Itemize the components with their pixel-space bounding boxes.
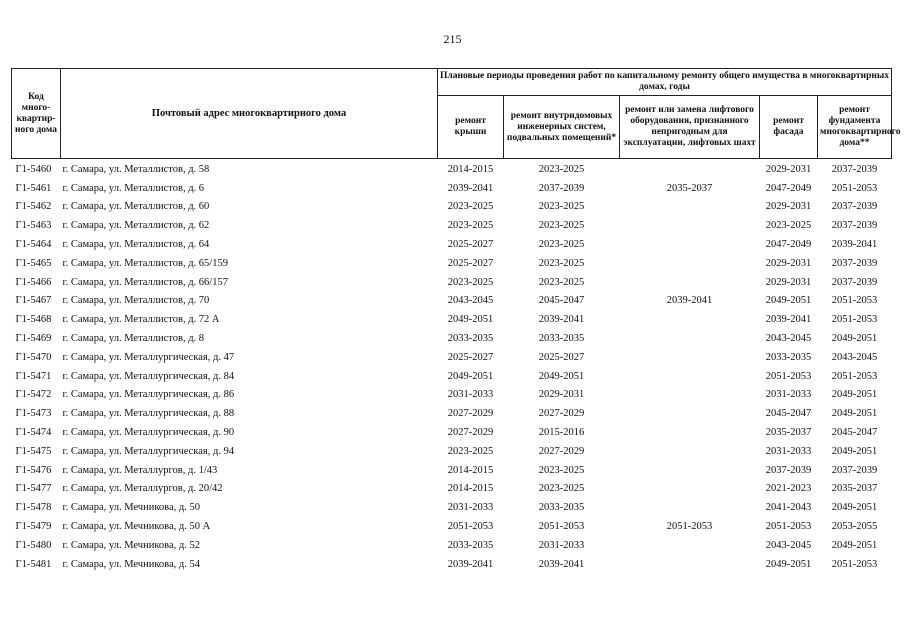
cell-elevator [620, 404, 760, 423]
cell-code: Г1-5474 [15, 427, 52, 439]
header-code: Код много-квартир-ного дома [12, 69, 61, 159]
cell-roof: 2025-2027 [447, 351, 494, 363]
table-row [12, 292, 892, 311]
cell-facade: 2029-2031 [765, 201, 812, 213]
cell-systems: 2025-2027 [538, 351, 585, 363]
cell-systems: 2037-2039 [538, 182, 585, 194]
cell-systems: 2023-2025 [538, 239, 585, 251]
cell-address: г. Самара, ул. Металлургов, д. 1/43 [62, 464, 218, 476]
cell-roof: 2051-2053 [447, 521, 494, 533]
cell-elevator [620, 461, 760, 480]
cell-systems: 2031-2033 [538, 539, 585, 551]
cell-systems: 2023-2025 [538, 276, 585, 288]
cell-foundation: 2053-2055 [831, 521, 878, 533]
cell-facade: 2051-2053 [765, 370, 812, 382]
table-row [12, 329, 892, 348]
cell-facade: 2037-2039 [765, 464, 812, 476]
cell-address: г. Самара, ул. Металлистов, д. 72 А [62, 314, 220, 326]
cell-address: г. Самара, ул. Металлистов, д. 58 [62, 163, 210, 175]
cell-code: Г1-5481 [15, 558, 52, 570]
cell-foundation: 2037-2039 [831, 201, 878, 213]
cell-roof: 2025-2027 [447, 239, 494, 251]
table-row [12, 367, 892, 386]
cell-code: Г1-5463 [15, 220, 52, 232]
cell-roof: 2043-2045 [447, 295, 494, 307]
cell-facade: 2047-2049 [765, 182, 812, 194]
cell-roof: 2023-2025 [447, 276, 494, 288]
table-row [12, 536, 892, 555]
cell-facade: 2035-2037 [765, 427, 812, 439]
cell-code: Г1-5480 [15, 539, 52, 551]
cell-elevator [620, 367, 760, 386]
cell-systems: 2033-2035 [538, 502, 585, 514]
cell-address: г. Самара, ул. Металлургическая, д. 47 [62, 351, 235, 363]
cell-facade: 2029-2031 [765, 257, 812, 269]
cell-address: г. Самара, ул. Металлургическая, д. 90 [62, 427, 235, 439]
cell-code: Г1-5476 [15, 464, 52, 476]
cell-elevator [620, 310, 760, 329]
cell-foundation: 2049-2051 [831, 539, 878, 551]
header-periods: Плановые периоды проведения работ по капитальному ремонту общего имущества в многоквартирных домах, годы [438, 69, 892, 96]
cell-elevator [620, 235, 760, 254]
cell-code: Г1-5469 [15, 333, 52, 345]
cell-roof: 2025-2027 [447, 257, 494, 269]
cell-code: Г1-5464 [15, 239, 52, 251]
cell-systems: 2051-2053 [538, 521, 585, 533]
table-row [12, 386, 892, 405]
cell-foundation: 2049-2051 [831, 333, 878, 345]
cell-elevator: 2051-2053 [666, 521, 713, 533]
table-row [12, 442, 892, 461]
cell-address: г. Самара, ул. Металлургическая, д. 86 [62, 389, 235, 401]
cell-roof: 2027-2029 [447, 408, 494, 420]
cell-elevator [620, 536, 760, 555]
cell-roof: 2014-2015 [447, 464, 494, 476]
cell-code: Г1-5471 [15, 370, 52, 382]
cell-elevator [620, 198, 760, 217]
cell-facade: 2031-2033 [765, 445, 812, 457]
cell-facade: 2049-2051 [765, 558, 812, 570]
table-row [12, 404, 892, 423]
cell-code: Г1-5460 [15, 163, 52, 175]
cell-foundation: 2049-2051 [831, 408, 878, 420]
table-row [12, 517, 892, 536]
cell-foundation: 2037-2039 [831, 220, 878, 232]
cell-facade: 2029-2031 [765, 276, 812, 288]
cell-address: г. Самара, ул. Мечникова, д. 54 [62, 558, 200, 570]
cell-systems: 2045-2047 [538, 295, 585, 307]
cell-systems: 2027-2029 [538, 408, 585, 420]
cell-roof: 2023-2025 [447, 201, 494, 213]
cell-foundation: 2039-2041 [831, 239, 878, 251]
cell-foundation: 2037-2039 [831, 257, 878, 269]
cell-foundation: 2037-2039 [831, 276, 878, 288]
table-row [12, 179, 892, 198]
cell-address: г. Самара, ул. Металлургическая, д. 88 [62, 408, 235, 420]
cell-address: г. Самара, ул. Мечникова, д. 50 [62, 502, 200, 514]
cell-facade: 2047-2049 [765, 239, 812, 251]
table-row [12, 216, 892, 235]
cell-foundation: 2051-2053 [831, 558, 878, 570]
cell-elevator [620, 329, 760, 348]
cell-foundation: 2051-2053 [831, 314, 878, 326]
cell-elevator [620, 423, 760, 442]
cell-roof: 2031-2033 [447, 389, 494, 401]
cell-address: г. Самара, ул. Металлургическая, д. 94 [62, 445, 235, 457]
header-systems: ремонт внутридомовых инженерных систем, подвальных помещений* [504, 96, 620, 159]
cell-address: г. Самара, ул. Металлистов, д. 66/157 [62, 276, 228, 288]
cell-address: г. Самара, ул. Мечникова, д. 52 [62, 539, 200, 551]
cell-systems: 2023-2025 [538, 464, 585, 476]
cell-elevator [620, 442, 760, 461]
cell-roof: 2049-2051 [447, 370, 494, 382]
cell-foundation: 2051-2053 [831, 295, 878, 307]
cell-facade: 2043-2045 [765, 333, 812, 345]
cell-roof: 2014-2015 [447, 483, 494, 495]
cell-elevator [620, 348, 760, 367]
header-elevator: ремонт или замена лифтового оборудования, признанного непригодным для эксплуатации, лифтовых шахт [620, 96, 760, 159]
cell-foundation: 2045-2047 [831, 427, 878, 439]
cell-systems: 2039-2041 [538, 314, 585, 326]
table-row [12, 555, 892, 574]
table-row [12, 254, 892, 273]
cell-code: Г1-5467 [15, 295, 52, 307]
cell-systems: 2015-2016 [538, 427, 585, 439]
cell-facade: 2023-2025 [765, 220, 812, 232]
cell-address: г. Самара, ул. Металлистов, д. 64 [62, 239, 210, 251]
cell-facade: 2043-2045 [765, 539, 812, 551]
cell-facade: 2031-2033 [765, 389, 812, 401]
cell-foundation: 2037-2039 [831, 464, 878, 476]
cell-code: Г1-5472 [15, 389, 52, 401]
cell-systems: 2039-2041 [538, 558, 585, 570]
cell-roof: 2049-2051 [447, 314, 494, 326]
table-row [12, 461, 892, 480]
cell-facade: 2049-2051 [765, 295, 812, 307]
cell-code: Г1-5473 [15, 408, 52, 420]
cell-elevator [620, 386, 760, 405]
cell-foundation: 2035-2037 [831, 483, 878, 495]
cell-facade: 2021-2023 [765, 483, 812, 495]
header-facade: ремонт фасада [760, 96, 818, 159]
table-row [12, 235, 892, 254]
cell-code: Г1-5475 [15, 445, 52, 457]
cell-systems: 2027-2029 [538, 445, 585, 457]
cell-facade: 2041-2043 [765, 502, 812, 514]
table-row [12, 273, 892, 292]
cell-address: г. Самара, ул. Металлистов, д. 6 [62, 182, 205, 194]
cell-elevator [620, 498, 760, 517]
table-row [12, 198, 892, 217]
cell-code: Г1-5468 [15, 314, 52, 326]
cell-foundation: 2049-2051 [831, 389, 878, 401]
table-body [12, 159, 892, 574]
cell-address: г. Самара, ул. Металлургов, д. 20/42 [62, 483, 223, 495]
cell-roof: 2039-2041 [447, 182, 494, 194]
cell-elevator: 2035-2037 [666, 182, 713, 194]
table-row [12, 310, 892, 329]
header-foundation: ремонт фундамента многоквартирного дома** [818, 96, 892, 159]
cell-elevator [620, 254, 760, 273]
cell-systems: 2023-2025 [538, 257, 585, 269]
cell-roof: 2033-2035 [447, 333, 494, 345]
cell-facade: 2045-2047 [765, 408, 812, 420]
cell-foundation: 2051-2053 [831, 370, 878, 382]
cell-systems: 2023-2025 [538, 163, 585, 175]
cell-elevator [620, 216, 760, 235]
cell-code: Г1-5479 [15, 521, 52, 533]
table-row [12, 348, 892, 367]
cell-facade: 2051-2053 [765, 521, 812, 533]
cell-foundation: 2051-2053 [831, 182, 878, 194]
cell-roof: 2014-2015 [447, 163, 494, 175]
cell-address: г. Самара, ул. Мечникова, д. 50 А [62, 521, 211, 533]
table-row [12, 159, 892, 179]
table-row [12, 498, 892, 517]
cell-code: Г1-5462 [15, 201, 52, 213]
cell-systems: 2029-2031 [538, 389, 585, 401]
repair-schedule-table [11, 68, 901, 574]
table-row [12, 480, 892, 499]
cell-address: г. Самара, ул. Металлистов, д. 62 [62, 220, 210, 232]
header-address: Почтовый адрес многоквартирного дома [61, 69, 438, 159]
cell-elevator [620, 159, 760, 179]
cell-foundation: 2037-2039 [831, 163, 878, 175]
header-roof: ремонт крыши [438, 96, 504, 159]
cell-elevator [620, 555, 760, 574]
cell-address: г. Самара, ул. Металлургическая, д. 84 [62, 370, 235, 382]
table-header [12, 69, 901, 159]
cell-address: г. Самара, ул. Металлистов, д. 8 [62, 333, 205, 345]
cell-code: Г1-5478 [15, 502, 52, 514]
cell-code: Г1-5465 [15, 257, 52, 269]
page-number: 215 [443, 32, 462, 46]
cell-systems: 2049-2051 [538, 370, 585, 382]
cell-elevator [620, 273, 760, 292]
cell-roof: 2023-2025 [447, 445, 494, 457]
cell-roof: 2033-2035 [447, 539, 494, 551]
cell-code: Г1-5461 [15, 182, 52, 194]
cell-foundation: 2049-2051 [831, 502, 878, 514]
cell-elevator [620, 480, 760, 499]
cell-roof: 2023-2025 [447, 220, 494, 232]
cell-code: Г1-5466 [15, 276, 52, 288]
cell-foundation: 2049-2051 [831, 445, 878, 457]
cell-address: г. Самара, ул. Металлистов, д. 65/159 [62, 257, 228, 269]
cell-systems: 2023-2025 [538, 483, 585, 495]
cell-foundation: 2043-2045 [831, 351, 878, 363]
cell-elevator: 2039-2041 [666, 295, 713, 307]
table-row [12, 423, 892, 442]
cell-facade: 2039-2041 [765, 314, 812, 326]
cell-address: г. Самара, ул. Металлистов, д. 70 [62, 295, 210, 307]
cell-systems: 2023-2025 [538, 220, 585, 232]
cell-facade: 2029-2031 [765, 163, 812, 175]
cell-roof: 2027-2029 [447, 427, 494, 439]
cell-facade: 2033-2035 [765, 351, 812, 363]
cell-code: Г1-5477 [15, 483, 52, 495]
cell-roof: 2031-2033 [447, 502, 494, 514]
cell-systems: 2023-2025 [538, 201, 585, 213]
cell-code: Г1-5470 [15, 351, 52, 363]
cell-address: г. Самара, ул. Металлистов, д. 60 [62, 201, 210, 213]
cell-roof: 2039-2041 [447, 558, 494, 570]
cell-systems: 2033-2035 [538, 333, 585, 345]
